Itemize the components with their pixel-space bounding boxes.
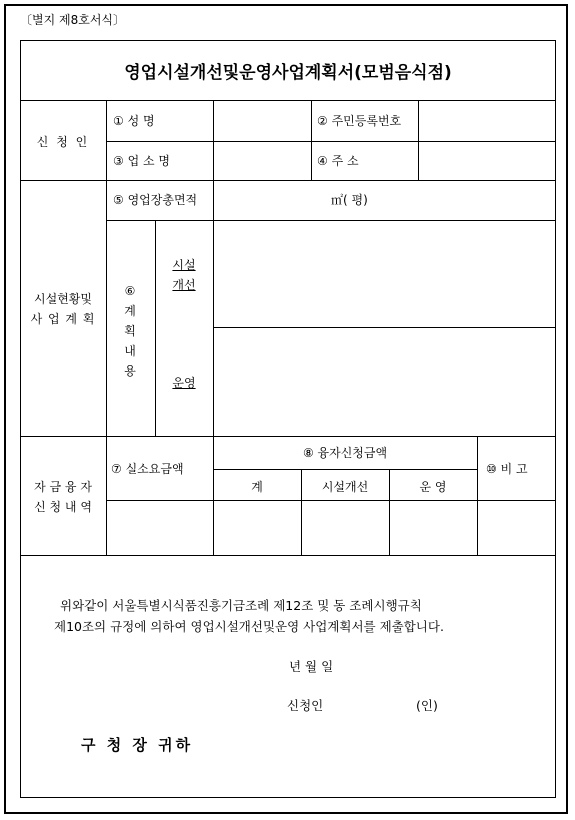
divider: [21, 180, 555, 181]
divider: [21, 555, 555, 556]
business-name-label: ③ 업 소 명: [113, 154, 170, 168]
divider: [213, 327, 555, 328]
operation-amount-label: 운 영: [419, 480, 447, 494]
address-label: ④ 주 소: [317, 154, 359, 168]
divider: [106, 220, 555, 221]
declaration-text-2: 제10조의 규정에 의하여 영업시설개선및운영 사업계획서를 제출합니다.: [54, 619, 444, 634]
loan-amount-label: ⑧ 융자신청금액: [302, 446, 388, 460]
facility-improvement-amount-label: 시설개선: [321, 480, 369, 494]
application-form: [20, 40, 556, 798]
divider: [301, 469, 302, 555]
seal-mark: (인): [416, 698, 438, 713]
divider: [213, 220, 214, 555]
facility-section-label-2: 사 업 계 획: [30, 312, 96, 326]
plan-char: 계: [124, 304, 136, 318]
plan-char: 내: [124, 344, 136, 358]
divider: [213, 101, 214, 221]
area-unit: ㎡( 평): [331, 193, 368, 207]
form-number-label: 〔별지 제8호서식〕: [20, 13, 126, 27]
plan-char: 용: [124, 364, 136, 378]
plan-number: ⑥: [124, 284, 136, 298]
facility-improvement-label-2: 개선: [172, 278, 196, 292]
applicant-signature-label: 신청인: [287, 698, 324, 713]
declaration-text-1: 위와같이 서울특별시식품진흥기금조례 제12조 및 동 조례시행규칙: [60, 598, 422, 613]
divider: [155, 220, 156, 436]
funding-section-label-2: 신 청 내 역: [34, 500, 92, 514]
divider: [106, 500, 555, 501]
id-number-label: ② 주민등록번호: [317, 114, 402, 128]
name-label: ① 성 명: [113, 114, 155, 128]
addressee: 구 청 장 귀하: [81, 736, 194, 754]
plan-content-label: [122, 281, 138, 381]
funding-section-label: 자 금 융 자: [34, 480, 92, 494]
divider: [213, 469, 477, 470]
plan-char: 획: [124, 324, 136, 338]
divider: [418, 101, 419, 181]
required-amount-label: ⑦ 실소요금액: [111, 462, 184, 476]
operation-label: 운영: [172, 376, 196, 390]
divider: [21, 436, 555, 437]
note-label: ⑩ 비 고: [486, 462, 528, 476]
business-area-label: ⑤ 영업장총면적: [113, 193, 198, 207]
date-line: 년 월 일: [289, 659, 334, 674]
divider: [106, 141, 555, 142]
applicant-section-label: 신 청 인: [36, 135, 90, 149]
divider: [389, 469, 390, 555]
facility-improvement-label: 시설: [172, 258, 196, 272]
form-title: 영업시설개선및운영사업계획서(모범음식점): [21, 41, 555, 101]
total-label: 계: [251, 480, 263, 494]
divider: [477, 436, 478, 555]
divider: [311, 101, 312, 181]
facility-section-label: 시설현황및: [34, 292, 92, 306]
divider: [106, 101, 107, 555]
